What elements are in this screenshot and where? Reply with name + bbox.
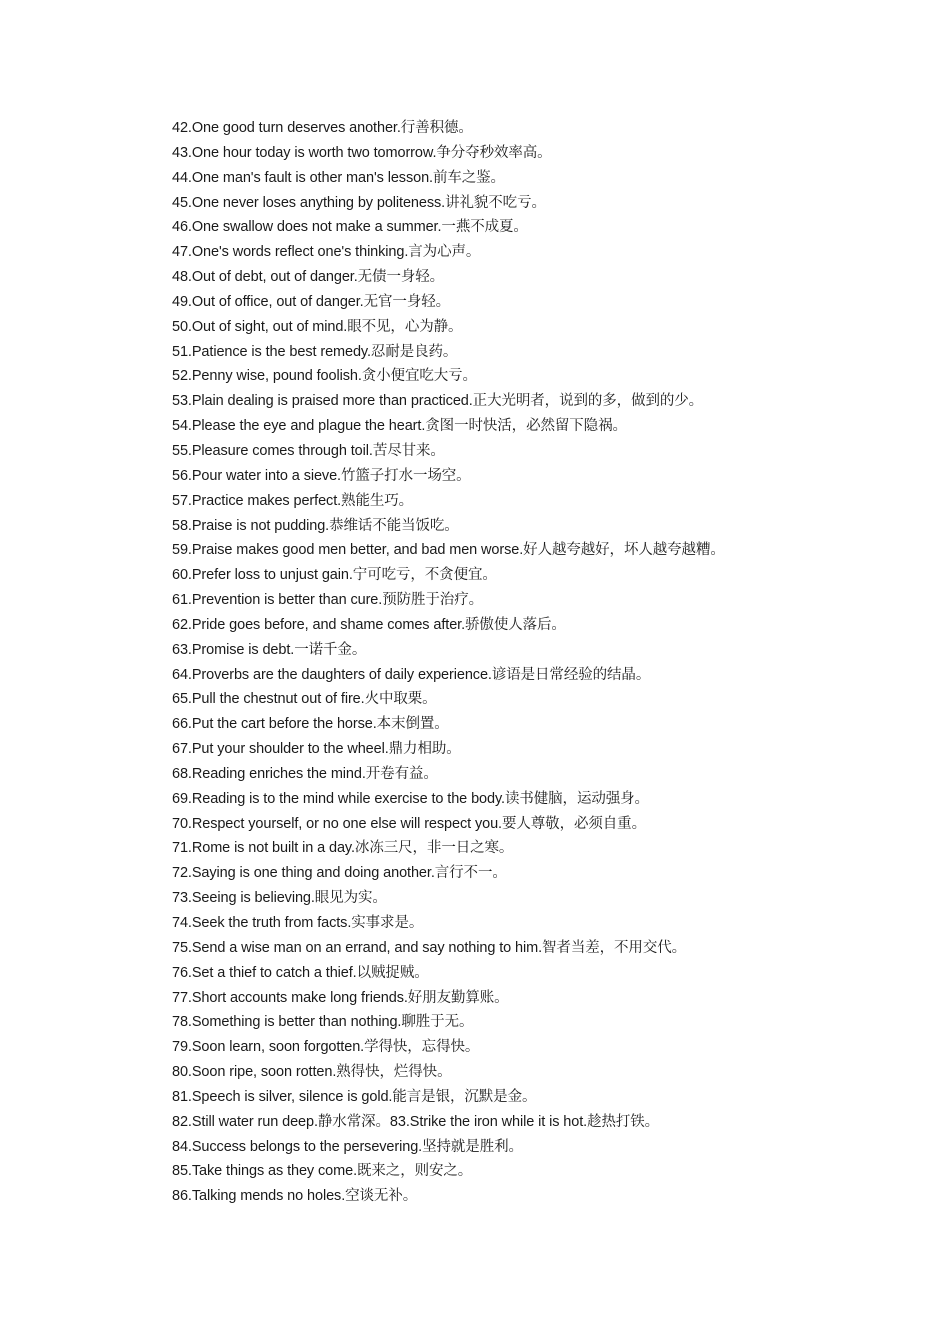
proverb-line: 48.Out of debt, out of danger.无债一身轻。 [172,269,445,286]
proverb-line: 65.Pull the chestnut out of fire.火中取栗。 [172,691,437,708]
proverb-line: 70.Respect yourself, or no one else will respect you.要人尊敬，必须自重。 [172,815,646,832]
proverb-line: 62.Pride goes before, and shame comes after.骄傲使人落后。 [172,616,566,633]
proverb-line: 49.Out of office, out of danger.无官一身轻。 [172,293,451,310]
proverb-line: 51.Patience is the best remedy.忍耐是良药。 [172,343,458,360]
proverb-line: 44.One man's fault is other man's lesson.前车之鉴。 [172,169,505,186]
proverb-line: 76.Set a thief to catch a thief.以贼捉贼。 [172,964,429,981]
proverb-line: 84.Success belongs to the persevering.坚持就是胜利。 [172,1138,523,1155]
proverb-line: 77.Short accounts make long friends.好朋友勤算账。 [172,989,509,1006]
proverb-line: 85.Take things as they come.既来之，则安之。 [172,1163,473,1180]
proverb-line: 52.Penny wise, pound foolish.贪小便宜吃大亏。 [172,368,477,385]
proverb-line: 64.Proverbs are the daughters of daily experience.谚语是日常经验的结晶。 [172,666,651,683]
proverb-line: 53.Plain dealing is praised more than practiced.正大光明者，说到的多，做到的少。 [172,393,704,410]
proverb-line: 82.Still water run deep.静水常深。83.Strike the iron while it is hot.趁热打铁。 [172,1113,660,1130]
proverb-line: 55.Pleasure comes through toil.苦尽甘来。 [172,442,445,459]
proverb-line: 80.Soon ripe, soon rotten.熟得快，烂得快。 [172,1064,452,1081]
proverb-line: 72.Saying is one thing and doing another.言行不一。 [172,865,507,882]
proverb-line: 45.One never loses anything by politeness.讲礼貌不吃亏。 [172,194,546,211]
proverb-line: 74.Seek the truth from facts.实事求是。 [172,915,424,931]
proverb-line: 60.Prefer loss to unjust gain.宁可吃亏，不贪便宜。 [172,567,497,584]
proverb-list [172,116,912,1209]
proverb-line: 42.One good turn deserves another.行善积德。 [172,120,473,136]
proverb-line: 61.Prevention is better than cure.预防胜于治疗。 [172,592,483,609]
proverb-line: 57.Practice makes perfect.熟能生巧。 [172,492,414,509]
proverb-line: 54.Please the eye and plague the heart.贪图一时快活，必然留下隐祸。 [172,418,627,435]
proverb-line: 68.Reading enriches the mind.开卷有益。 [172,765,438,782]
proverb-line: 59.Praise makes good men better, and bad men worse.好人越夸越好，坏人越夸越糟。 [172,542,725,559]
proverb-line: 67.Put your shoulder to the wheel.鼎力相助。 [172,741,461,758]
proverb-line: 46.One swallow does not make a summer.一燕不成夏。 [172,219,528,236]
proverb-line: 58.Praise is not pudding.恭维话不能当饭吃。 [172,517,459,534]
proverb-line: 63.Promise is debt.一诺千金。 [172,641,367,658]
proverb-line: 78.Something is better than nothing.聊胜于无。 [172,1014,474,1031]
proverb-line: 69.Reading is to the mind while exercise to the body.读书健脑，运动强身。 [172,790,649,807]
proverb-line: 79.Soon learn, soon forgotten.学得快，忘得快。 [172,1039,480,1056]
proverb-line: 47.One's words reflect one's thinking.言为心声。 [172,244,481,261]
proverb-line: 73.Seeing is believing.眼见为实。 [172,890,387,907]
proverb-line: 66.Put the cart before the horse.本末倒置。 [172,716,449,733]
proverb-line: 86.Talking mends no holes.空谈无补。 [172,1188,418,1205]
proverb-line: 75.Send a wise man on an errand, and say nothing to him.智者当差，不用交代。 [172,939,687,956]
proverb-line: 56.Pour water into a sieve.竹篮子打水一场空。 [172,467,471,484]
proverb-line: 50.Out of sight, out of mind.眼不见，心为静。 [172,318,463,335]
proverb-line: 81.Speech is silver, silence is gold.能言是银，沉默是金。 [172,1088,537,1105]
proverb-line: 43.One hour today is worth two tomorrow.争分夺秒效率高。 [172,144,552,161]
proverb-line: 71.Rome is not built in a day.冰冻三尺，非一日之寒。 [172,840,514,857]
